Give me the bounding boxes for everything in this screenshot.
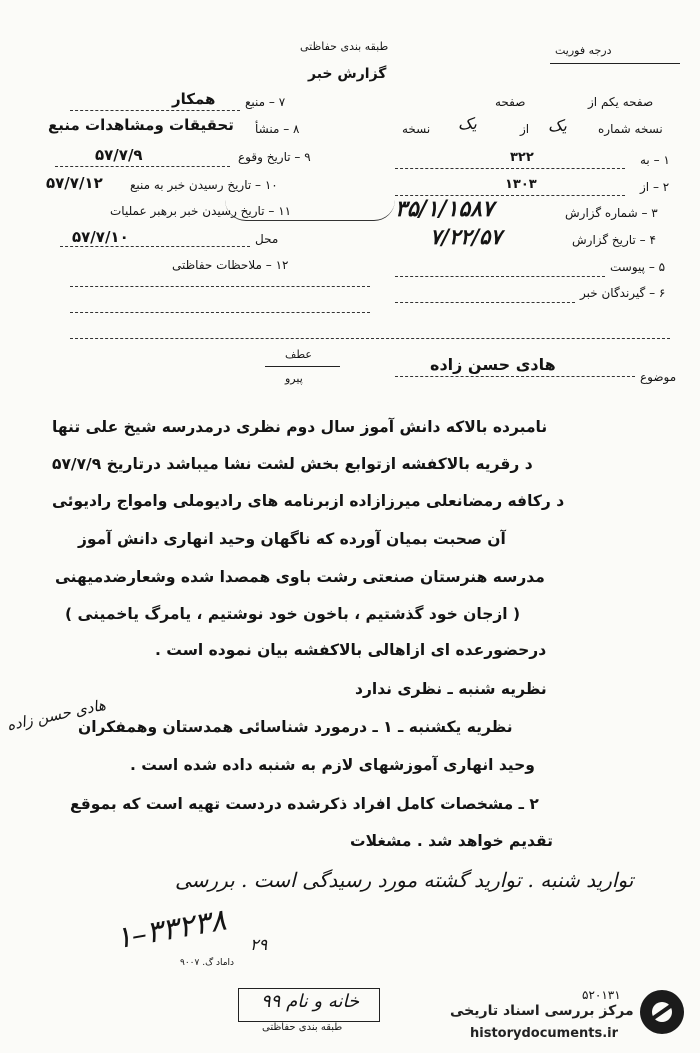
stamp-small-text: داماد گ. ۹۰۰۷ xyxy=(180,958,235,968)
notes-dots-2 xyxy=(70,312,370,313)
archive-small: ۲۹ xyxy=(250,935,268,954)
reference-label: عطف xyxy=(285,348,312,361)
notes-dots-1 xyxy=(70,286,370,287)
from-field: ۲ – از xyxy=(640,180,670,194)
event-date-value: ۵۷/۷/۹ xyxy=(95,146,143,164)
classification-top: طبقه بندی حفاظتی xyxy=(300,40,389,53)
received-ops-value: ۵۷/۷/۱۰ xyxy=(72,228,129,246)
subject-label: موضوع xyxy=(640,370,677,384)
body-line-3: د رکافه رمضانعلی میرزازاده ازبرنامه های رادیوملی وامواج رادیوئی xyxy=(52,492,565,510)
body-line-2: د رقریه بالاکفشه ازتوابع بخش لشت نشا میباشد درتاریخ ۵۷/۷/۹ xyxy=(52,455,533,473)
follow-label: پیرو xyxy=(285,372,303,385)
received-source-field: ۱۰ – تاریخ رسیدن خبر به منبع xyxy=(130,178,278,192)
margin-note: هادی حسن زاده xyxy=(5,695,108,735)
attachment-dots xyxy=(395,276,605,277)
report-date-value: ۷/۲۲/۵۷ xyxy=(430,224,502,249)
received-ops-scribble xyxy=(225,200,395,221)
document-title: گزارش خبر xyxy=(308,66,387,82)
recipients-field: ۶ – گیرندگان خبر xyxy=(580,286,666,300)
archive-logo xyxy=(640,990,684,1034)
body-line-5: مدرسه هنرستان صنعتی رشت باوی همصدا شده وشعارضدمیهنی xyxy=(55,568,545,586)
event-date-dots xyxy=(55,166,230,167)
report-no-field: ۳ – شماره گزارش xyxy=(565,206,658,220)
opinion-sunday-1: نظریه یکشنبه ـ ۱ ـ درمورد شناسائی همدستان وهمفکران xyxy=(78,718,513,736)
to-dots xyxy=(395,168,625,169)
origin-field: ۸ – منشأ xyxy=(255,122,300,136)
report-date-field: ۴ – تاریخ گزارش xyxy=(572,233,656,247)
place-dots xyxy=(60,246,250,247)
place-label: محل xyxy=(255,232,279,246)
copy-of-label: از xyxy=(520,122,530,136)
copy-field: نسخه شماره xyxy=(598,122,663,136)
archive-number: ۱–۳۳۲۳۸ xyxy=(112,902,229,957)
origin-value: تحقیقات ومشاهدات منبع xyxy=(48,116,234,134)
from-value: ۱۳۰۳ xyxy=(505,177,537,192)
body-line-1: نامبرده بالاکه دانش آموز سال دوم نظری درمدرسه شیخ علی تنها xyxy=(52,418,548,436)
reference-line xyxy=(265,366,340,367)
opinion-sunday-2: وحید انهاری آموزشهای لازم به شنبه داده شده است . xyxy=(130,756,535,774)
body-line-7: درحضورعده ای ازاهالی بالاکفشه بیان نموده است . xyxy=(155,641,547,659)
stamp-box xyxy=(238,988,380,1022)
opinion-saturday: نظریه شنبه ـ نظری ندارد xyxy=(355,680,547,698)
subject-value: هادی حسن زاده xyxy=(430,355,556,374)
stamp-box-text: خانه و نام ۹۹ xyxy=(261,991,360,1012)
copy-value: یک xyxy=(548,116,567,135)
source-dots xyxy=(70,110,240,111)
body-line-4: آن صحبت بمیان آورده که ناگهان وحید انهاری دانش آموز xyxy=(78,530,506,548)
attachment-field: ۵ – پیوست xyxy=(610,260,666,274)
subject-dots xyxy=(395,376,635,377)
copy-of-value: یک xyxy=(458,114,477,133)
opinion-two-1: ۲ ـ مشخصات کامل افراد ذکرشده دردست تهیه است که بموقع xyxy=(70,795,539,813)
source-value: همکار xyxy=(172,90,216,108)
to-field: ۱ – به xyxy=(640,153,670,167)
urgency-underline xyxy=(550,63,680,64)
event-date-field: ۹ – تاریخ وقوع xyxy=(238,150,311,164)
website: historydocuments.ir xyxy=(470,1026,619,1041)
to-value: ۳۲۲ xyxy=(510,150,534,165)
section-divider xyxy=(70,338,670,339)
copy-suffix: نسخه xyxy=(402,122,431,136)
body-line-6: ( ازجان خود گذشتیم ، باخون خود نوشتیم ، یامرگ یاخمینی ) xyxy=(65,605,521,623)
recipients-dots xyxy=(395,302,575,303)
handwritten-instruction: توارید شنبه . توارید گشته مورد رسیدگی است . بررسی xyxy=(175,868,634,892)
classification-bottom: طبقه بندی حفاظتی xyxy=(262,1022,343,1033)
received-ops-field: ۱۱ – تاریخ رسیدن خبر برهبر عملیات xyxy=(110,204,292,218)
center-name: مرکز بررسی اسناد تاریخی xyxy=(450,1003,634,1019)
received-source-value: ۵۷/۷/۱۲ xyxy=(46,174,103,192)
urgency-label: درجه فوریت xyxy=(555,44,612,57)
security-notes-field: ۱۲ – ملاحظات حفاظتی xyxy=(172,258,289,272)
report-no-value: ۳۵/۱/۱۵۸۷ xyxy=(395,196,494,222)
opinion-two-2: تقدیم خواهد شد . مشغلات xyxy=(350,832,553,850)
source-field: ۷ – منبع xyxy=(245,95,286,109)
page-field: صفحه یکم از xyxy=(588,95,654,109)
page-suffix: صفحه xyxy=(495,95,526,109)
page-code: ۵۲۰۱۳۱ xyxy=(582,988,621,1002)
